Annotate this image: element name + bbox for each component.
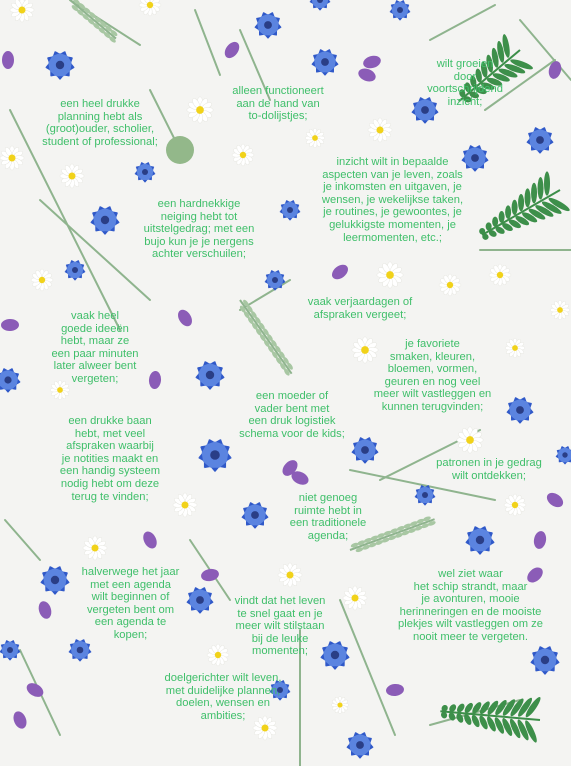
cornflower [195,361,224,390]
daisy [377,262,403,288]
purple-bud [141,529,160,550]
phrase-verjaardagen: vaak verjaardagen of afspraken vergeet; [307,296,413,321]
daisy [83,536,107,560]
purple-bud [385,683,404,697]
daisy [0,146,24,170]
cornflower [465,526,494,555]
cornflower [0,368,21,393]
cornflower [135,162,156,183]
phrase-drukke-baan: een drukke baan hebt, met veel afspraken waarbij je notities maakt en een handig systeem nodig hebt om deze terug te vinden; [59,415,161,503]
purple-bud [356,66,377,84]
phrase-schip-strandt: wel ziet waar het schip strandt, maar je avonturen, mooie herinneringen en de mooiste plekjes wilt vastleggen om ze nooit meer te vergeten. [398,568,543,643]
daisy [504,494,526,516]
phrase-drukke-planning: een heel drukke planning hebt als (groot)ouder, scholier, student of professional; [42,98,158,148]
cornflower [530,646,559,675]
phrase-favoriete-smaken: je favoriete smaken, kleuren, bloemen, vormen, geuren en nog veel meer wilt vastleggen en kunnen terugvinden; [373,338,492,413]
phrase-leven-snel: vindt dat het leven te snel gaat en je meer wilt stilstaan bij de leuke momenten; [234,595,326,658]
purple-bud [2,51,14,69]
daisy [505,338,525,358]
cornflower [351,437,378,464]
daisy [343,586,367,610]
cornflower [311,49,338,76]
stem-5 [430,5,495,40]
daisy [331,696,349,714]
purple-bud [175,307,195,329]
daisy [439,274,461,296]
daisy [232,144,254,166]
phrase-patronen: patronen in je gedrag wilt ontdekken; [436,457,542,482]
cornflower [310,0,331,11]
daisy [368,118,392,142]
cornflower [241,502,268,529]
phrase-hardnekkige-neiging: een hardnekkige neiging hebt tot uitstelgedrag; met een bujo kun je je nergens achter verschuilen; [143,198,255,261]
cornflower [526,127,553,154]
purple-bud [37,600,54,621]
daisy [139,0,161,16]
cornflower [254,12,281,39]
cornflower [68,639,91,662]
daisy [31,269,53,291]
phrase-ruimte: niet genoeg ruimte hebt in een traditionele agenda; [289,492,367,542]
stem-13 [520,20,571,80]
purple-bud [1,319,19,331]
fern-leaf [438,687,543,744]
phrase-wilt-groeien: wilt groeien door voortschrijdend inzicht; [427,58,503,108]
cornflower [390,0,411,21]
cornflower [415,485,436,506]
purple-bud [329,262,351,283]
daisy [489,264,511,286]
cornflower [506,397,533,424]
phrase-doelgerichter: doelgerichter wilt leven, met duidelijke plannen, doelen, wensen en ambities; [164,672,282,722]
cornflower [265,270,286,291]
stem-1 [195,10,220,75]
purple-bud [11,709,29,730]
phrase-halverwege: halverwege het jaar met een agenda wilt beginnen of vergeten bent om een agenda te kopen; [81,566,180,641]
cornflower [65,260,86,281]
purple-bud [544,490,566,510]
purple-bud [547,60,563,80]
grass-spike [67,0,121,44]
phrase-goede-ideeen: vaak heel goede ideeën hebt, maar ze een paar minuten later alweer bent vergeten; [51,310,139,385]
purple-bud [362,54,383,70]
cornflower [280,200,301,221]
cornflower [198,439,231,472]
phrase-inzicht-aspecten: inzicht wilt in bepaalde aspecten van je leven, zoals je inkomsten en uitgaven, je wensen, je wekelijkse taken, je routines, je gewoontes, je gelukkigste momenten, je leermomenten, etc.; [321,156,464,244]
daisy [278,563,302,587]
cornflower [346,732,373,759]
cornflower [90,206,119,235]
purple-bud [222,39,242,61]
daisy [60,164,84,188]
daisy [305,128,325,148]
daisy [550,300,570,320]
phrase-to-do-lijstjes: alleen functioneert aan de hand van to-dolijstjes; [232,85,324,123]
stem-15 [5,520,40,560]
phrase-moeder-vader: een moeder of vader bent met een druk logistiek schema voor de kids; [239,390,345,440]
cornflower [45,51,74,80]
daisy [10,0,34,22]
purple-bud [533,530,548,550]
cornflower [0,640,20,661]
